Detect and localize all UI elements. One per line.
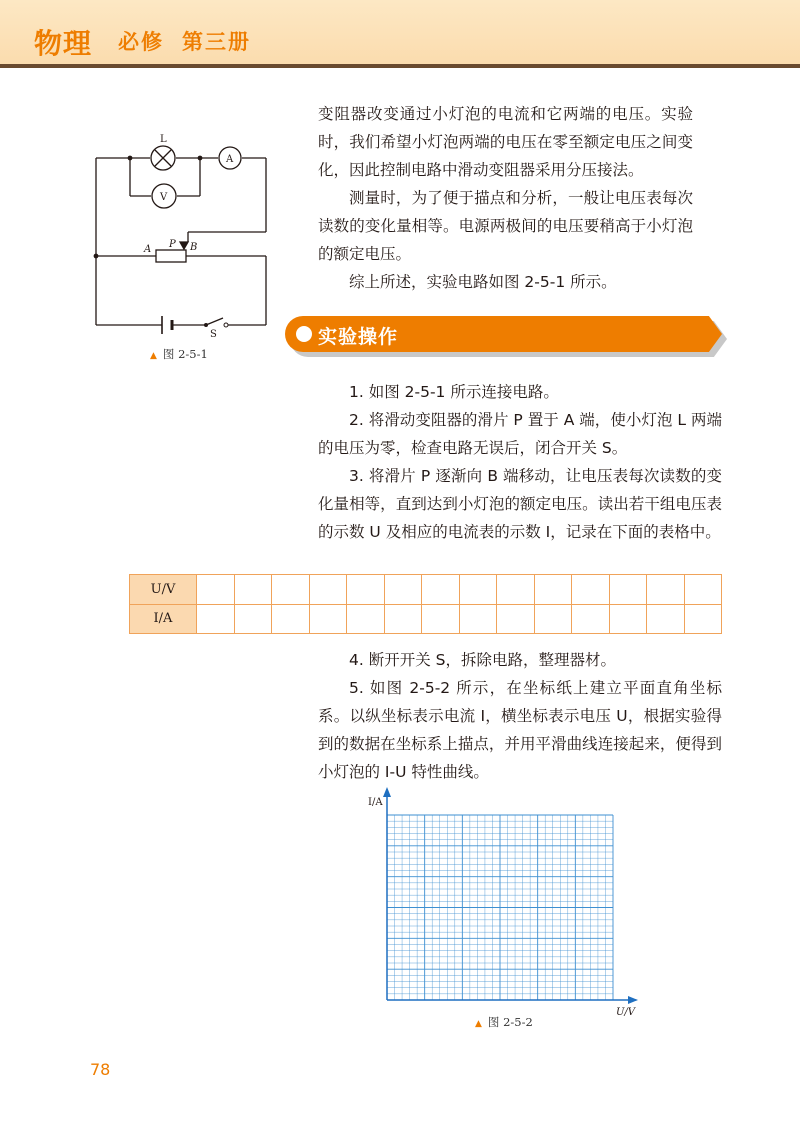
table-cell[interactable] xyxy=(422,575,460,605)
book-subtitle xyxy=(118,26,269,56)
coordinate-paper xyxy=(360,785,650,1020)
caption-triangle-icon: ▲ xyxy=(150,351,157,361)
table-cell[interactable] xyxy=(497,575,535,605)
switch-label: S xyxy=(210,329,217,340)
step-4: 4. 断开开关 S，拆除电路，整理器材。 xyxy=(349,651,616,669)
intro-paragraph-1: 变阻器改变通过小灯泡的电流和它两端的电压。实验时，我们希望小灯泡两端的电压在零至额定电压之间变化，因此控制电路中滑动变阻器采用分压接法。 xyxy=(318,105,693,179)
table-cell[interactable] xyxy=(572,604,610,634)
intro-paragraph-3: 综上所述，实验电路如图 2-5-1 所示。 xyxy=(349,273,617,291)
table-cell[interactable] xyxy=(647,575,685,605)
circuit-diagram xyxy=(88,130,278,345)
step-3: 3. 将滑片 P 逐渐向 B 端移动，让电压表每次读数的变化量相等，直到达到小灯泡的额定电压。读出若干组电压表的示数 U 及相应的电流表的示数 I，记录在下面的表格中。 xyxy=(318,467,722,541)
table-cell[interactable] xyxy=(347,575,385,605)
figure-1-caption xyxy=(150,346,208,362)
table-cell[interactable] xyxy=(272,604,310,634)
book-title: 物理 xyxy=(34,27,93,60)
y-axis-label: I/A xyxy=(368,797,383,808)
table-cell[interactable] xyxy=(309,575,347,605)
figure-2-caption xyxy=(475,1014,533,1030)
table-cell[interactable] xyxy=(234,604,272,634)
table-cell[interactable] xyxy=(459,575,497,605)
table-cell[interactable] xyxy=(309,604,347,634)
caption-triangle-icon: ▲ xyxy=(475,1019,482,1029)
table-cell[interactable] xyxy=(609,575,647,605)
end-b-label: B xyxy=(190,242,198,253)
table-cell[interactable] xyxy=(197,575,235,605)
figure-1-caption-text: 图 2-5-1 xyxy=(162,347,208,361)
table-cell[interactable] xyxy=(572,575,610,605)
table-cell[interactable] xyxy=(272,575,310,605)
row-header-voltage: U/V xyxy=(130,575,197,605)
table-cell[interactable] xyxy=(534,575,572,605)
x-axis-arrow-icon xyxy=(628,996,638,1004)
table-cell[interactable] xyxy=(497,604,535,634)
table-cell[interactable] xyxy=(384,604,422,634)
table-cell[interactable] xyxy=(347,604,385,634)
y-axis-arrow-icon xyxy=(383,787,391,797)
figure-2-caption-text: 图 2-5-2 xyxy=(487,1015,533,1029)
table-row-voltage xyxy=(130,575,722,605)
section-title: 实验操作 xyxy=(318,326,399,348)
intro-paragraph-2: 测量时，为了便于描点和分析，一般让电压表每次读数的变化量相等。电源两极间的电压要稍高于小灯泡的额定电压。 xyxy=(318,189,693,263)
step-1: 1. 如图 2-5-1 所示连接电路。 xyxy=(349,383,559,401)
book-subtitle-2: 第三册 xyxy=(182,30,251,54)
table-cell[interactable] xyxy=(684,604,722,634)
book-subtitle-1: 必修 xyxy=(118,30,164,54)
slider-label: P xyxy=(169,239,176,250)
lamp-label: L xyxy=(160,134,167,145)
table-cell[interactable] xyxy=(459,604,497,634)
table-cell[interactable] xyxy=(684,575,722,605)
step-5: 5. 如图 2-5-2 所示，在坐标纸上建立平面直角坐标系。以纵坐标表示电流 I，横坐标表示电压 U，根据实验得到的数据在坐标系上描点，并用平滑曲线连接起来，便得到小灯泡的 I-U 特性曲线。 xyxy=(318,679,722,781)
table-cell[interactable] xyxy=(609,604,647,634)
table-cell[interactable] xyxy=(647,604,685,634)
page-header xyxy=(0,0,800,68)
table-cell[interactable] xyxy=(384,575,422,605)
data-table xyxy=(129,574,722,634)
voltmeter-label: V xyxy=(160,192,168,203)
ammeter-label: A xyxy=(226,154,234,165)
page-number: 78 xyxy=(90,1060,111,1079)
step-2: 2. 将滑动变阻器的滑片 P 置于 A 端，使小灯泡 L 两端的电压为零，检查电路无误后，闭合开关 S。 xyxy=(318,411,722,457)
end-a-label: A xyxy=(144,244,152,255)
bullet-dot-icon xyxy=(296,326,312,342)
row-header-current: I/A xyxy=(130,604,197,634)
x-axis-label: U/V xyxy=(616,1007,636,1018)
table-cell[interactable] xyxy=(422,604,460,634)
table-row-current xyxy=(130,604,722,634)
table-cell[interactable] xyxy=(234,575,272,605)
table-cell[interactable] xyxy=(534,604,572,634)
table-cell[interactable] xyxy=(197,604,235,634)
